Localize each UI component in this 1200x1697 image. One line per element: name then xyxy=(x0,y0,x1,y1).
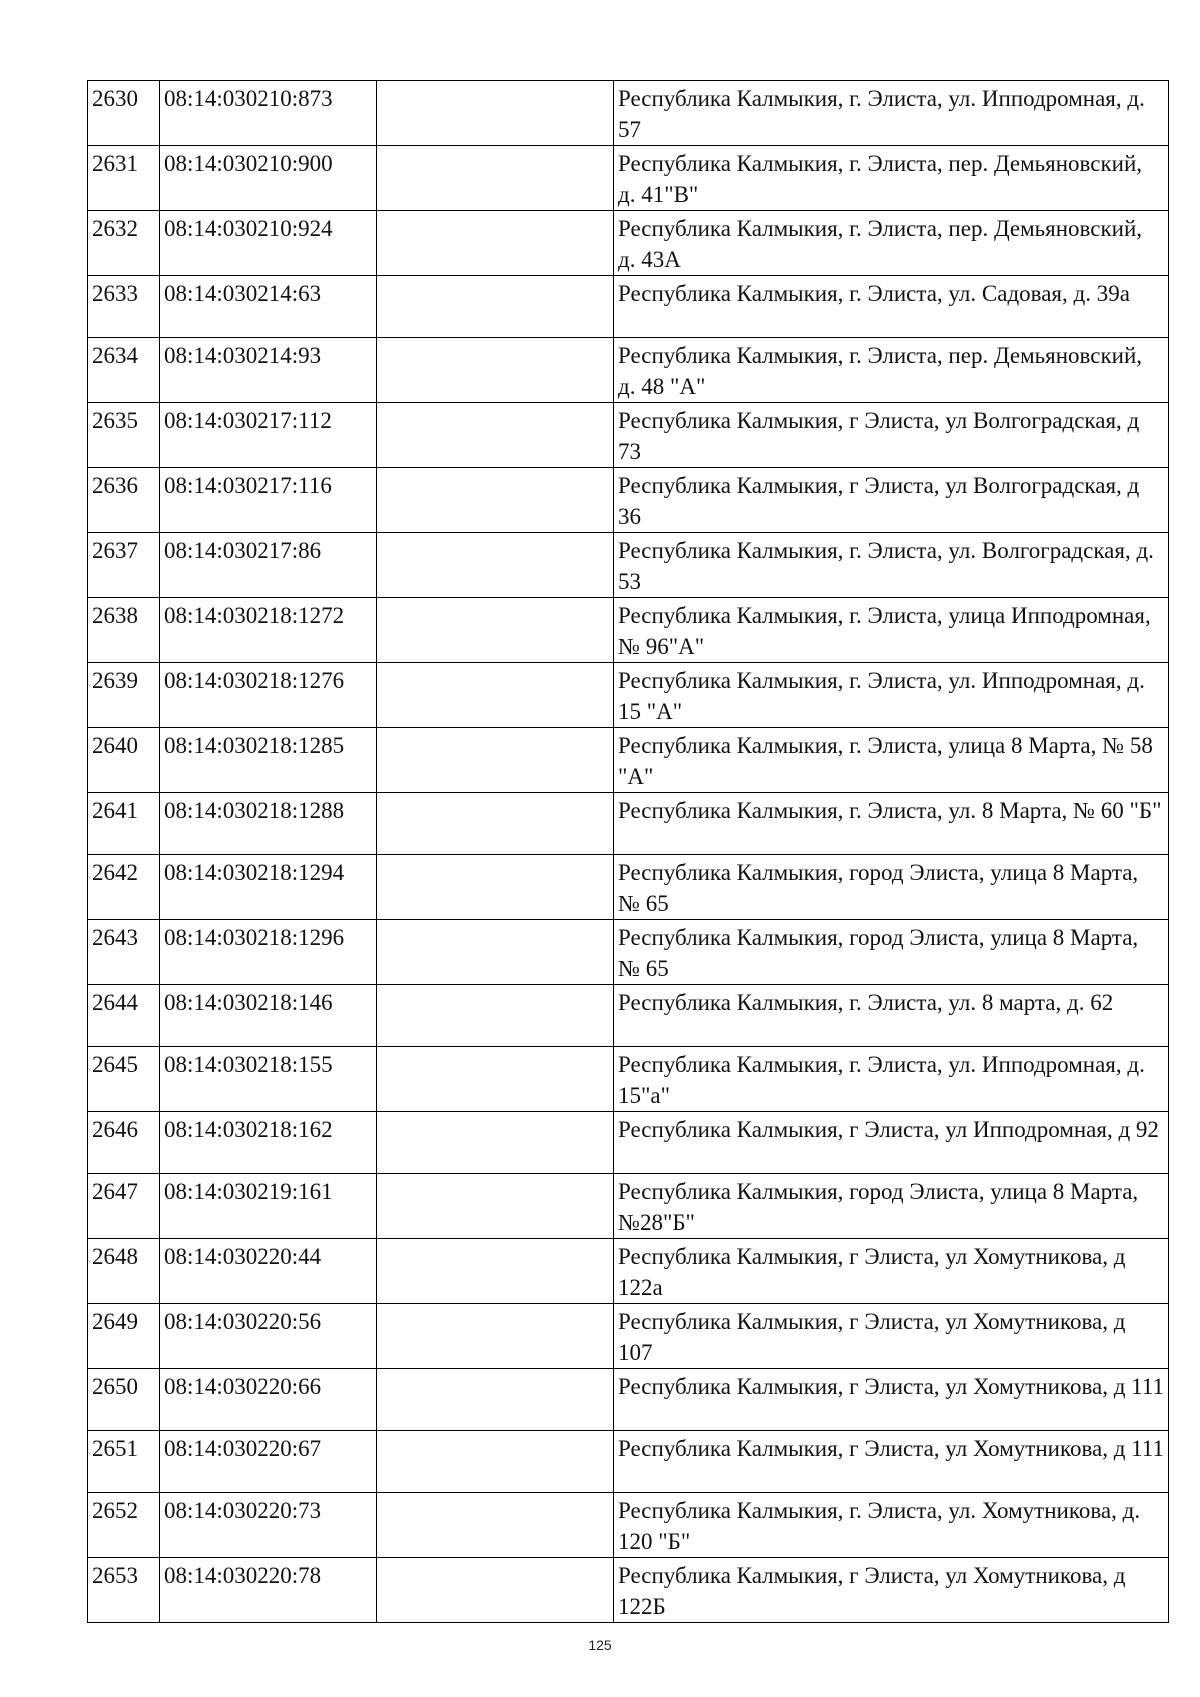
empty-cell xyxy=(377,81,614,146)
empty-cell xyxy=(377,1047,614,1112)
table-row xyxy=(88,81,1169,146)
cadastral-number-cell: 08:14:030220:66 xyxy=(160,1369,377,1431)
row-number-cell: 2634 xyxy=(88,338,160,403)
cadastral-number-cell: 08:14:030218:1288 xyxy=(160,793,377,855)
empty-cell xyxy=(377,1369,614,1431)
address-cell: Республика Калмыкия, г. Элиста, ул. Ипподромная, д. 15"а" xyxy=(614,1047,1169,1112)
row-number-cell: 2643 xyxy=(88,920,160,985)
empty-cell xyxy=(377,663,614,728)
address-cell: Республика Калмыкия, г Элиста, ул Хомутникова, д 107 xyxy=(614,1304,1169,1369)
row-number-cell: 2645 xyxy=(88,1047,160,1112)
row-number-cell: 2641 xyxy=(88,793,160,855)
table-row xyxy=(88,468,1169,533)
empty-cell xyxy=(377,1304,614,1369)
cadastral-number-cell: 08:14:030220:73 xyxy=(160,1493,377,1558)
table-row xyxy=(88,403,1169,468)
table-row xyxy=(88,1369,1169,1431)
row-number-cell: 2647 xyxy=(88,1174,160,1239)
empty-cell xyxy=(377,855,614,920)
address-cell: Республика Калмыкия, город Элиста, улица 8 Марта, № 65 xyxy=(614,920,1169,985)
row-number-cell: 2648 xyxy=(88,1239,160,1304)
address-cell: Республика Калмыкия, г. Элиста, ул. Хомутникова, д. 120 "Б" xyxy=(614,1493,1169,1558)
row-number-cell: 2652 xyxy=(88,1493,160,1558)
empty-cell xyxy=(377,146,614,211)
row-number-cell: 2644 xyxy=(88,985,160,1047)
row-number-cell: 2650 xyxy=(88,1369,160,1431)
row-number-cell: 2631 xyxy=(88,146,160,211)
empty-cell xyxy=(377,920,614,985)
row-number-cell: 2630 xyxy=(88,81,160,146)
table-row xyxy=(88,793,1169,855)
row-number-cell: 2639 xyxy=(88,663,160,728)
row-number-cell: 2649 xyxy=(88,1304,160,1369)
empty-cell xyxy=(377,985,614,1047)
cadastral-number-cell: 08:14:030218:1276 xyxy=(160,663,377,728)
table-row xyxy=(88,146,1169,211)
address-cell: Республика Калмыкия, г. Элиста, пер. Демьяновский, д. 41"В" xyxy=(614,146,1169,211)
empty-cell xyxy=(377,1112,614,1174)
table-row xyxy=(88,211,1169,276)
address-cell: Республика Калмыкия, г Элиста, ул Хомутникова, д 122Б xyxy=(614,1558,1169,1623)
address-cell: Республика Калмыкия, г Элиста, ул Волгоградская, д 36 xyxy=(614,468,1169,533)
empty-cell xyxy=(377,1174,614,1239)
cadastral-number-cell: 08:14:030218:1285 xyxy=(160,728,377,793)
row-number-cell: 2637 xyxy=(88,533,160,598)
cadastral-number-cell: 08:14:030217:86 xyxy=(160,533,377,598)
row-number-cell: 2651 xyxy=(88,1431,160,1493)
table-row xyxy=(88,1493,1169,1558)
table-row xyxy=(88,533,1169,598)
table-row xyxy=(88,728,1169,793)
cadastral-number-cell: 08:14:030210:900 xyxy=(160,146,377,211)
empty-cell xyxy=(377,1558,614,1623)
cadastral-number-cell: 08:14:030218:146 xyxy=(160,985,377,1047)
table-row xyxy=(88,663,1169,728)
cadastral-number-cell: 08:14:030218:1296 xyxy=(160,920,377,985)
cadastral-number-cell: 08:14:030220:44 xyxy=(160,1239,377,1304)
table-row xyxy=(88,1431,1169,1493)
table-row xyxy=(88,338,1169,403)
empty-cell xyxy=(377,533,614,598)
empty-cell xyxy=(377,211,614,276)
address-cell: Республика Калмыкия, г. Элиста, ул. Ипподромная, д. 57 xyxy=(614,81,1169,146)
cadastral-number-cell: 08:14:030210:873 xyxy=(160,81,377,146)
address-cell: Республика Калмыкия, г. Элиста, ул. 8 Марта, № 60 "Б" xyxy=(614,793,1169,855)
cadastral-number-cell: 08:14:030214:93 xyxy=(160,338,377,403)
cadastral-number-cell: 08:14:030219:161 xyxy=(160,1174,377,1239)
table-row xyxy=(88,1112,1169,1174)
empty-cell xyxy=(377,1493,614,1558)
row-number-cell: 2638 xyxy=(88,598,160,663)
table-row xyxy=(88,276,1169,338)
empty-cell xyxy=(377,276,614,338)
table-row xyxy=(88,1047,1169,1112)
address-cell: Республика Калмыкия, г. Элиста, улица Ипподромная, № 96"А" xyxy=(614,598,1169,663)
address-cell: Республика Калмыкия, город Элиста, улица 8 Марта, №28"Б" xyxy=(614,1174,1169,1239)
table-row xyxy=(88,1239,1169,1304)
address-cell: Республика Калмыкия, г Элиста, ул Волгоградская, д 73 xyxy=(614,403,1169,468)
empty-cell xyxy=(377,338,614,403)
row-number-cell: 2640 xyxy=(88,728,160,793)
table-row xyxy=(88,920,1169,985)
page-number: 125 xyxy=(588,1637,612,1653)
cadastral-number-cell: 08:14:030218:155 xyxy=(160,1047,377,1112)
table-row xyxy=(88,1558,1169,1623)
cadastral-number-cell: 08:14:030218:162 xyxy=(160,1112,377,1174)
address-cell: Республика Калмыкия, город Элиста, улица 8 Марта, № 65 xyxy=(614,855,1169,920)
cadastral-number-cell: 08:14:030220:67 xyxy=(160,1431,377,1493)
address-cell: Республика Калмыкия, г Элиста, ул Хомутникова, д 111 xyxy=(614,1369,1169,1431)
cadastral-number-cell: 08:14:030220:56 xyxy=(160,1304,377,1369)
address-cell: Республика Калмыкия, г Элиста, ул Ипподромная, д 92 xyxy=(614,1112,1169,1174)
empty-cell xyxy=(377,793,614,855)
empty-cell xyxy=(377,728,614,793)
address-cell: Республика Калмыкия, г. Элиста, пер. Демьяновский, д. 48 "А" xyxy=(614,338,1169,403)
row-number-cell: 2635 xyxy=(88,403,160,468)
address-cell: Республика Калмыкия, г. Элиста, пер. Демьяновский, д. 43А xyxy=(614,211,1169,276)
empty-cell xyxy=(377,1239,614,1304)
row-number-cell: 2653 xyxy=(88,1558,160,1623)
table-row xyxy=(88,598,1169,663)
row-number-cell: 2633 xyxy=(88,276,160,338)
cadastral-number-cell: 08:14:030210:924 xyxy=(160,211,377,276)
cadastral-number-cell: 08:14:030220:78 xyxy=(160,1558,377,1623)
row-number-cell: 2632 xyxy=(88,211,160,276)
empty-cell xyxy=(377,1431,614,1493)
address-cell: Республика Калмыкия, г. Элиста, ул. Садовая, д. 39а xyxy=(614,276,1169,338)
table-body xyxy=(88,81,1169,1623)
empty-cell xyxy=(377,598,614,663)
cadastral-number-cell: 08:14:030217:116 xyxy=(160,468,377,533)
cadastral-number-cell: 08:14:030214:63 xyxy=(160,276,377,338)
row-number-cell: 2646 xyxy=(88,1112,160,1174)
address-cell: Республика Калмыкия, г. Элиста, улица 8 Марта, № 58 "А" xyxy=(614,728,1169,793)
address-cell: Республика Калмыкия, г. Элиста, ул. Ипподромная, д. 15 "А" xyxy=(614,663,1169,728)
table-row xyxy=(88,1174,1169,1239)
property-registry-table xyxy=(87,80,1169,1623)
address-cell: Республика Калмыкия, г Элиста, ул Хомутникова, д 111 xyxy=(614,1431,1169,1493)
table-row xyxy=(88,1304,1169,1369)
table-row xyxy=(88,855,1169,920)
empty-cell xyxy=(377,403,614,468)
row-number-cell: 2636 xyxy=(88,468,160,533)
address-cell: Республика Калмыкия, г. Элиста, ул. 8 марта, д. 62 xyxy=(614,985,1169,1047)
cadastral-number-cell: 08:14:030218:1294 xyxy=(160,855,377,920)
address-cell: Республика Калмыкия, г Элиста, ул Хомутникова, д 122а xyxy=(614,1239,1169,1304)
cadastral-number-cell: 08:14:030217:112 xyxy=(160,403,377,468)
row-number-cell: 2642 xyxy=(88,855,160,920)
empty-cell xyxy=(377,468,614,533)
table-row xyxy=(88,985,1169,1047)
address-cell: Республика Калмыкия, г. Элиста, ул. Волгоградская, д. 53 xyxy=(614,533,1169,598)
cadastral-number-cell: 08:14:030218:1272 xyxy=(160,598,377,663)
